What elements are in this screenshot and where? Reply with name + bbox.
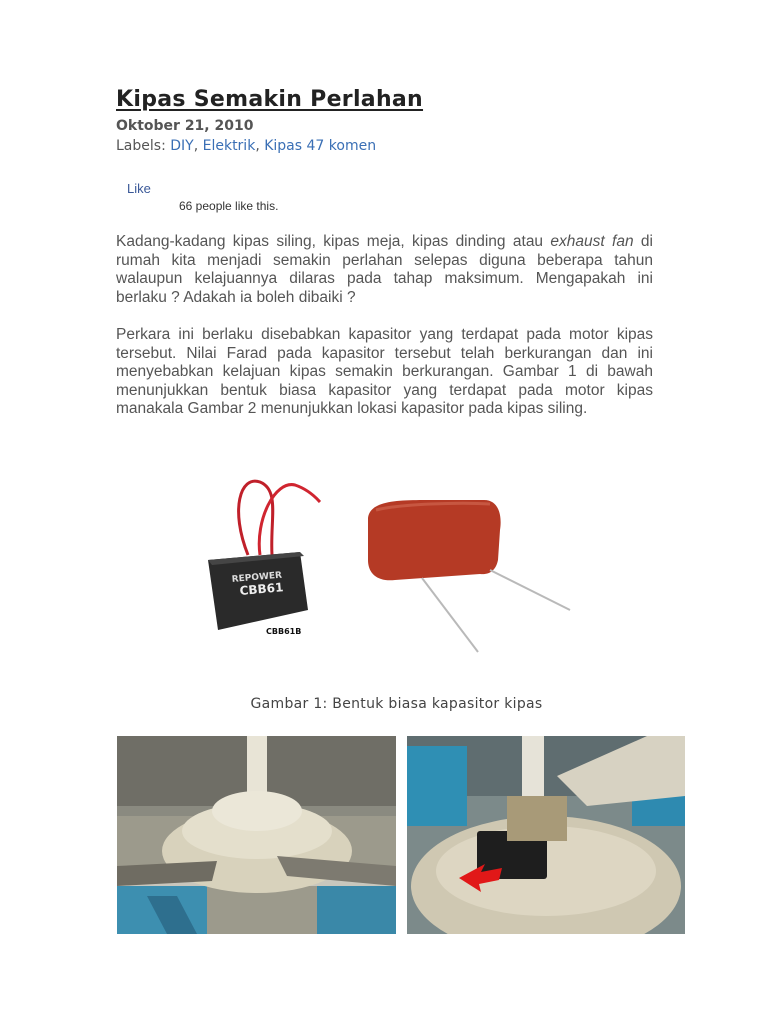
post-title[interactable]: Kipas Semakin Perlahan (116, 87, 424, 112)
wire-red-1 (239, 481, 273, 555)
wire-red-2 (259, 485, 320, 555)
capacitor-brand-text: REPOWER (231, 570, 283, 585)
label-link-kipas[interactable]: Kipas (264, 138, 303, 154)
capacitor-figure (200, 470, 580, 660)
facebook-like-box (127, 181, 653, 213)
capacitor-model-text: CBB61 (239, 580, 284, 598)
p1-emphasis: exhaust fan (550, 233, 634, 250)
capacitor-location-photo (407, 736, 685, 934)
blog-post (116, 86, 653, 419)
label-link-elektrik[interactable]: Elektrik (202, 138, 256, 154)
p1-text-b: di rumah kita menjadi semakin perlahan selepas diguna beberapa tahun walaupun kelajuannya dilaras pada tahap maksimum. Mengapakah ini berlaku ? Adakah ia boleh dibaiki ? (116, 233, 653, 306)
figure1-caption: Gambar 1: Bentuk biasa kapasitor kipas (250, 696, 543, 712)
like-button[interactable]: Like (127, 181, 151, 196)
post-labels: Labels: DIY, Elektrik, Kipas 47 komen (116, 138, 377, 154)
capacitor-label-text: CBB61B (266, 627, 302, 636)
comments-link[interactable]: 47 komen (306, 138, 377, 154)
capacitor-lead-2 (490, 570, 570, 610)
ceiling-fan-photo (117, 736, 396, 934)
labels-key: Labels: (116, 138, 166, 154)
post-date: Oktober 21, 2010 (116, 118, 254, 134)
label-link-diy[interactable]: DIY (170, 138, 194, 154)
capacitor-lead-1 (422, 578, 478, 652)
p1-text-a: Kadang-kadang kipas siling, kipas meja, kipas dinding atau (116, 233, 551, 250)
paragraph-intro (116, 233, 653, 307)
like-count: 66 people like this. (179, 199, 279, 213)
film-capacitor-body (368, 500, 501, 580)
paragraph-explanation: Perkara ini berlaku disebabkan kapasitor yang terdapat pada motor kipas tersebut. Nilai Farad pada kapasitor tersebut telah berkurangan dan ini menyebabkan kelajuan kipas semakin berkurangan. Gambar 1 di bawah menunjukkan bentuk biasa kapasitor yang terdapat pada motor kipas manakala Gambar 2 menunjukkan lokasi kapasitor pada kipas siling. (116, 326, 653, 417)
